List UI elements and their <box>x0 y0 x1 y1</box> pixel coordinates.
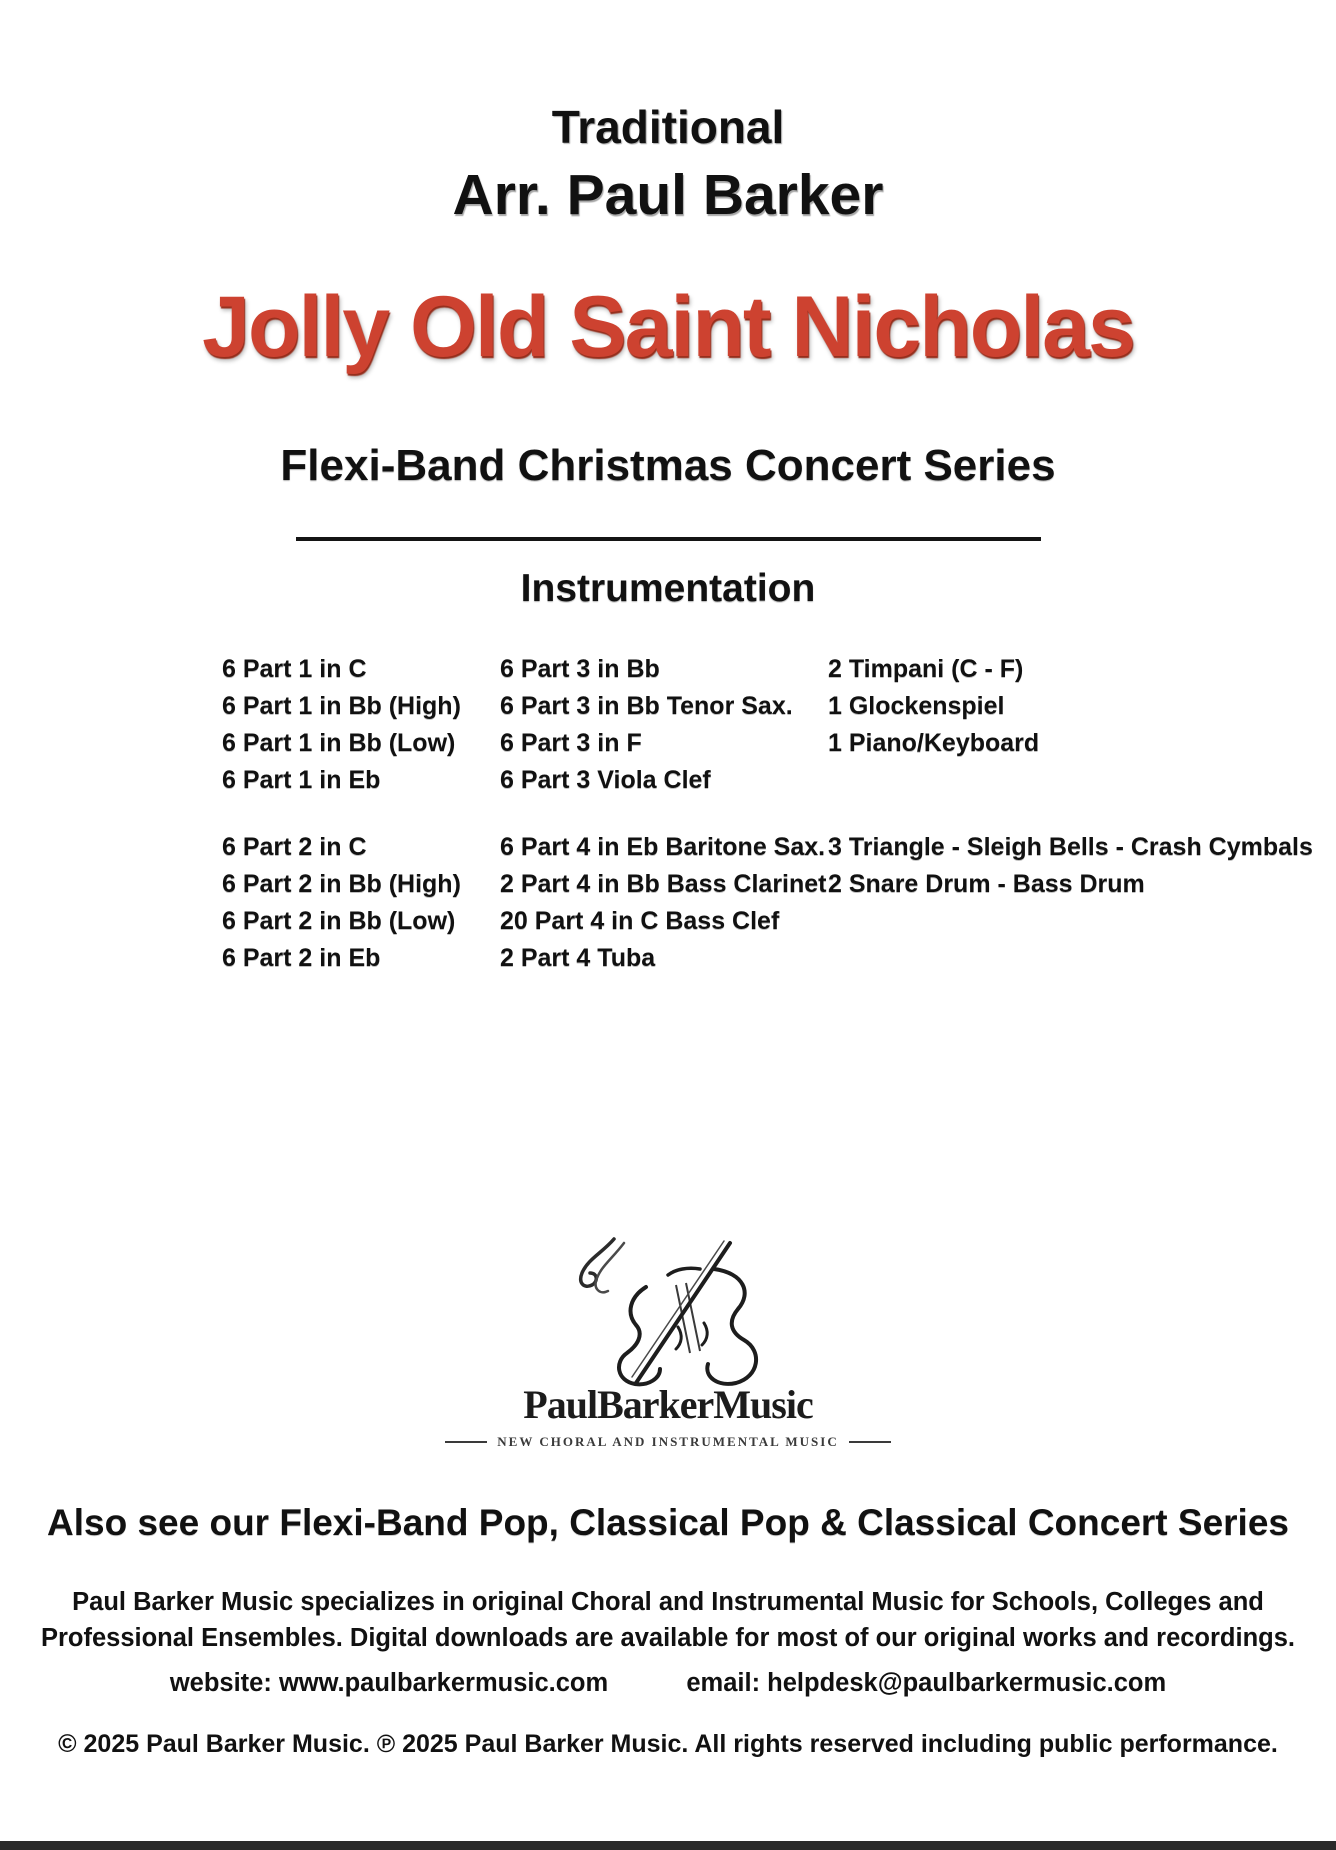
series-title: Flexi-Band Christmas Concert Series <box>280 441 1056 490</box>
instrument-line: 6 Part 1 in Bb (High) <box>222 692 461 720</box>
instrument-line: 6 Part 3 in Bb Tenor Sax. <box>500 692 793 720</box>
instrument-line: 1 Glockenspiel <box>828 692 1005 720</box>
divider-line <box>296 537 1041 541</box>
website-label: website: <box>169 1669 272 1697</box>
copyright-line: © 2025 Paul Barker Music. ℗ 2025 Paul Barker Music. All rights reserved including public performance. <box>58 1730 1278 1758</box>
website-url: www.paulbarkermusic.com <box>278 1669 609 1697</box>
piece-title: Jolly Old Saint Nicholas <box>202 279 1134 375</box>
instrument-line: 6 Part 2 in C <box>222 833 367 861</box>
tagline-rule-left <box>445 1441 487 1443</box>
instrument-line: 2 Part 4 in Bb Bass Clarinet <box>500 870 827 898</box>
instrumentation-column-3 <box>828 651 1336 1007</box>
about-line-1: Paul Barker Music specializes in original Choral and Instrumental Music for Schools, Colleges and <box>72 1588 1264 1616</box>
credit-arranger: Arr. Paul Barker <box>452 163 884 227</box>
instrument-line: 20 Part 4 in C Bass Clef <box>500 907 780 935</box>
instrument-line: 6 Part 2 in Bb (Low) <box>222 907 456 935</box>
instrument-line: 6 Part 3 in F <box>500 729 642 757</box>
publisher-logo <box>0 1235 1336 1450</box>
instrument-line: 6 Part 1 in Eb <box>222 766 381 794</box>
part-1-group <box>222 651 500 799</box>
instrument-line: 6 Part 1 in C <box>222 655 367 683</box>
instrumentation-column-2 <box>500 651 828 1007</box>
email-label: email: <box>686 1669 761 1697</box>
pitched-percussion-group <box>828 651 1336 799</box>
cover-page <box>0 100 1336 1850</box>
instrument-line: 6 Part 2 in Eb <box>222 944 381 972</box>
tagline-rule-right <box>849 1441 891 1443</box>
credit-traditional: Traditional <box>551 101 785 153</box>
part-2-group <box>222 829 500 977</box>
about-line-2: Professional Ensembles. Digital downloads are available for most of our original works and recordings. <box>40 1624 1296 1652</box>
tagline-text: NEW CHORAL AND INSTRUMENTAL MUSIC <box>497 1434 839 1449</box>
violin-bow-icon <box>518 1235 818 1387</box>
instrument-line: 2 Part 4 Tuba <box>500 944 656 972</box>
also-see-line: Also see our Flexi-Band Pop, Classical Pop & Classical Concert Series <box>47 1502 1289 1543</box>
instrumentation-columns <box>0 651 1336 1007</box>
instrument-line: 6 Part 4 in Eb Baritone Sax. <box>500 833 826 861</box>
part-3-group <box>500 651 828 799</box>
instrument-line: 6 Part 2 in Bb (High) <box>222 870 461 898</box>
instrumentation-column-1 <box>222 651 500 1007</box>
instrument-line: 3 Triangle - Sleigh Bells - Crash Cymbals <box>828 833 1313 861</box>
logo-tagline <box>0 1434 1336 1450</box>
logo-wordmark: PaulBarkerMusic <box>523 1382 813 1427</box>
bottom-scan-bar <box>0 1841 1336 1850</box>
instrumentation-heading: Instrumentation <box>520 567 816 610</box>
instrument-line: 6 Part 3 in Bb <box>500 655 660 683</box>
about-paragraph <box>0 1584 1336 1656</box>
instrument-line: 6 Part 1 in Bb (Low) <box>222 729 456 757</box>
instrument-line: 1 Piano/Keyboard <box>828 729 1040 757</box>
instrument-line: 2 Snare Drum - Bass Drum <box>828 870 1145 898</box>
instrument-line: 2 Timpani (C - F) <box>828 655 1024 683</box>
part-4-group <box>500 829 828 977</box>
email-address: helpdesk@paulbarkermusic.com <box>767 1669 1167 1697</box>
instrument-line: 6 Part 3 Viola Clef <box>500 766 711 794</box>
unpitched-percussion-group <box>828 829 1336 977</box>
contact-line <box>0 1669 1336 1698</box>
